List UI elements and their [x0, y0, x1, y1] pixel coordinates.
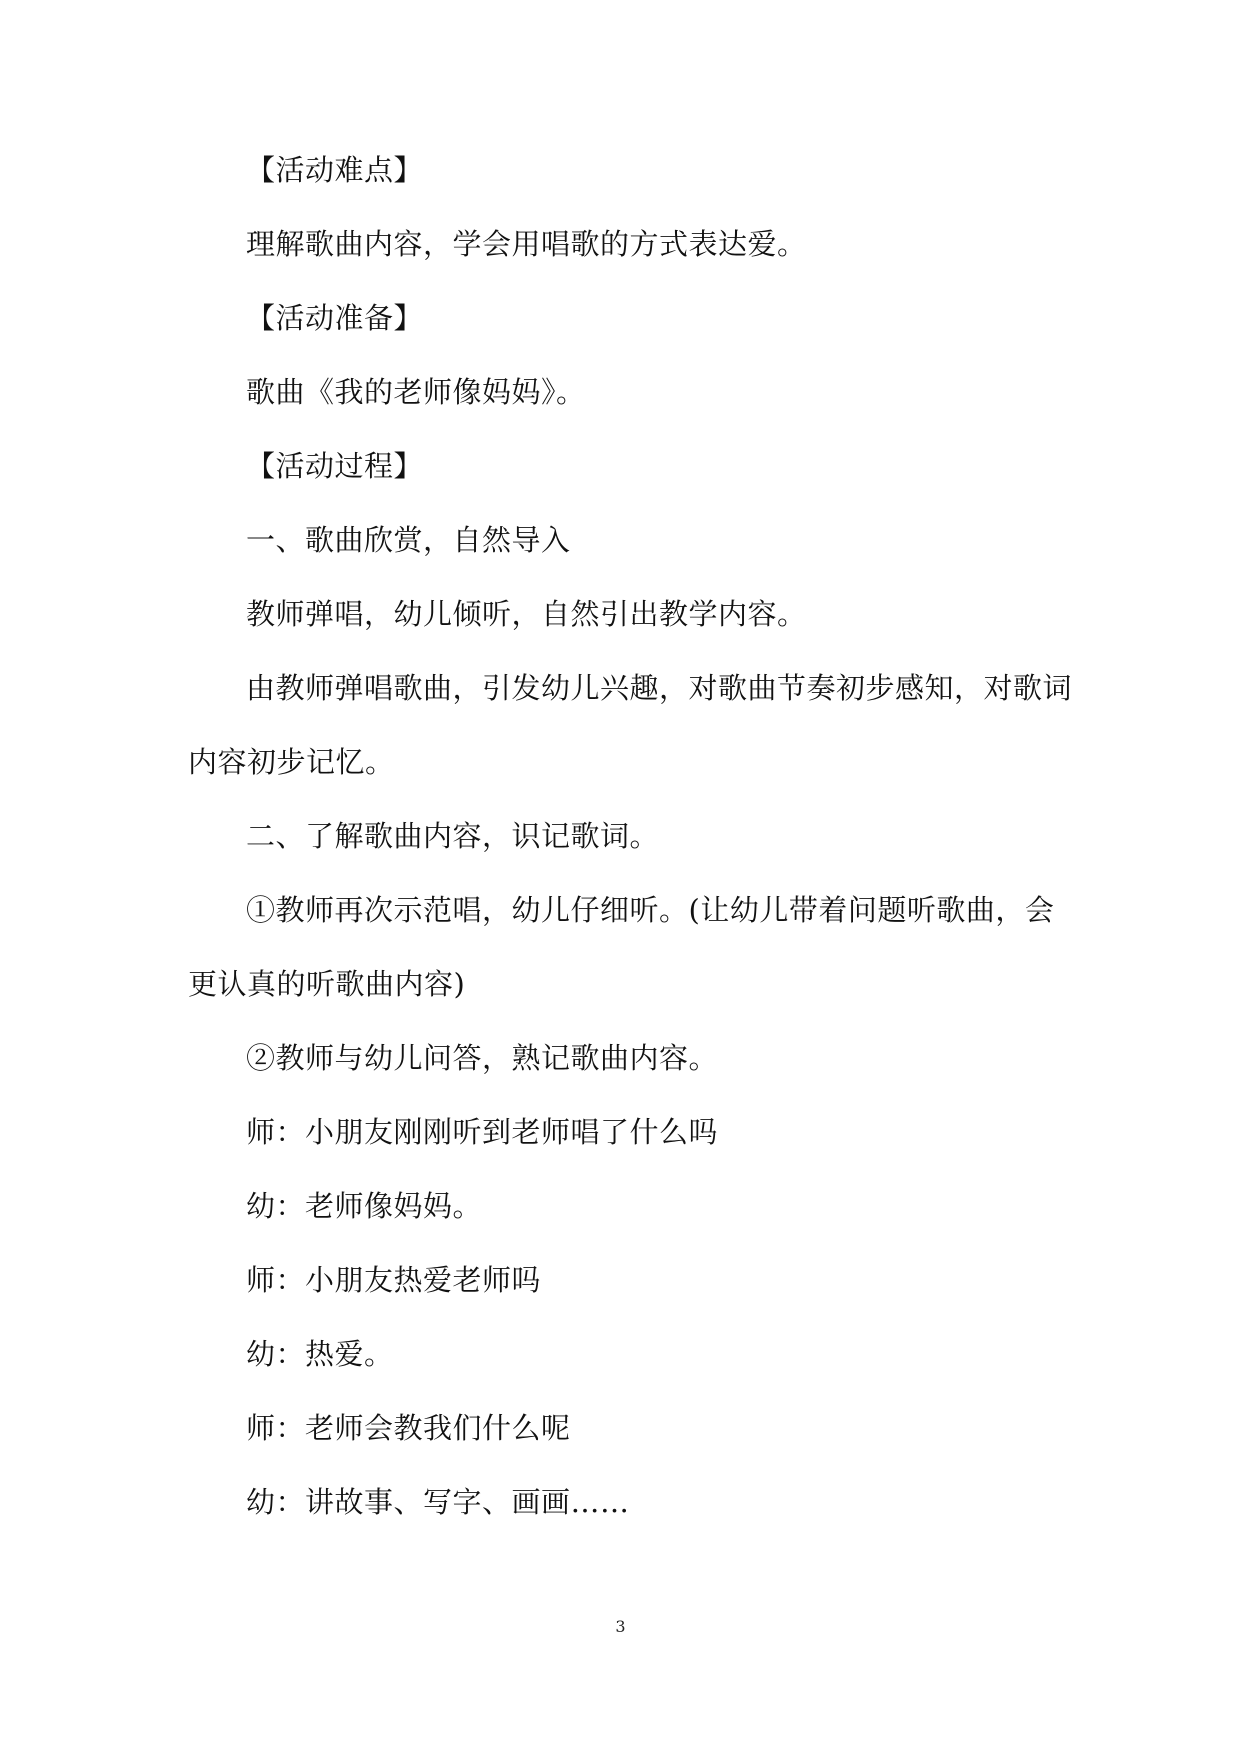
paragraph-teacher-sings: 教师弹唱，幼儿倾听，自然引出教学内容。: [246, 597, 807, 631]
dialogue-line: 幼：讲故事、写字、画画……: [246, 1485, 630, 1519]
dialogue-line: 幼：热爱。: [246, 1337, 394, 1371]
page-number: 3: [615, 1617, 626, 1636]
paragraph-demo-line-2: 更认真的听歌曲内容): [188, 967, 466, 1001]
heading-activity-process: 【活动过程】: [246, 449, 424, 483]
paragraph-preparation-text: 歌曲《我的老师像妈妈》。: [246, 375, 586, 409]
dialogue-line: 师：小朋友热爱老师吗: [246, 1263, 542, 1297]
dialogue-line: 师：小朋友刚刚听到老师唱了什么吗: [246, 1115, 719, 1149]
section-two-title: 二、了解歌曲内容，识记歌词。: [246, 819, 660, 853]
dialogue-line: 幼：老师像妈妈。: [246, 1189, 483, 1223]
paragraph-qa-intro: ②教师与幼儿问答，熟记歌曲内容。: [246, 1041, 719, 1075]
paragraph-interest-line-1: 由教师弹唱歌曲，引发幼儿兴趣，对歌曲节奏初步感知，对歌词: [246, 671, 1073, 705]
section-one-title: 一、歌曲欣赏，自然导入: [246, 523, 571, 557]
heading-activity-difficulty: 【活动难点】: [246, 153, 424, 187]
dialogue-line: 师：老师会教我们什么呢: [246, 1411, 571, 1445]
paragraph-difficulty-text: 理解歌曲内容，学会用唱歌的方式表达爱。: [246, 227, 807, 261]
paragraph-demo-line-1: ①教师再次示范唱，幼儿仔细听。(让幼儿带着问题听歌曲，会: [246, 893, 1055, 927]
heading-activity-preparation: 【活动准备】: [246, 301, 424, 335]
paragraph-interest-line-2: 内容初步记忆。: [188, 745, 395, 779]
